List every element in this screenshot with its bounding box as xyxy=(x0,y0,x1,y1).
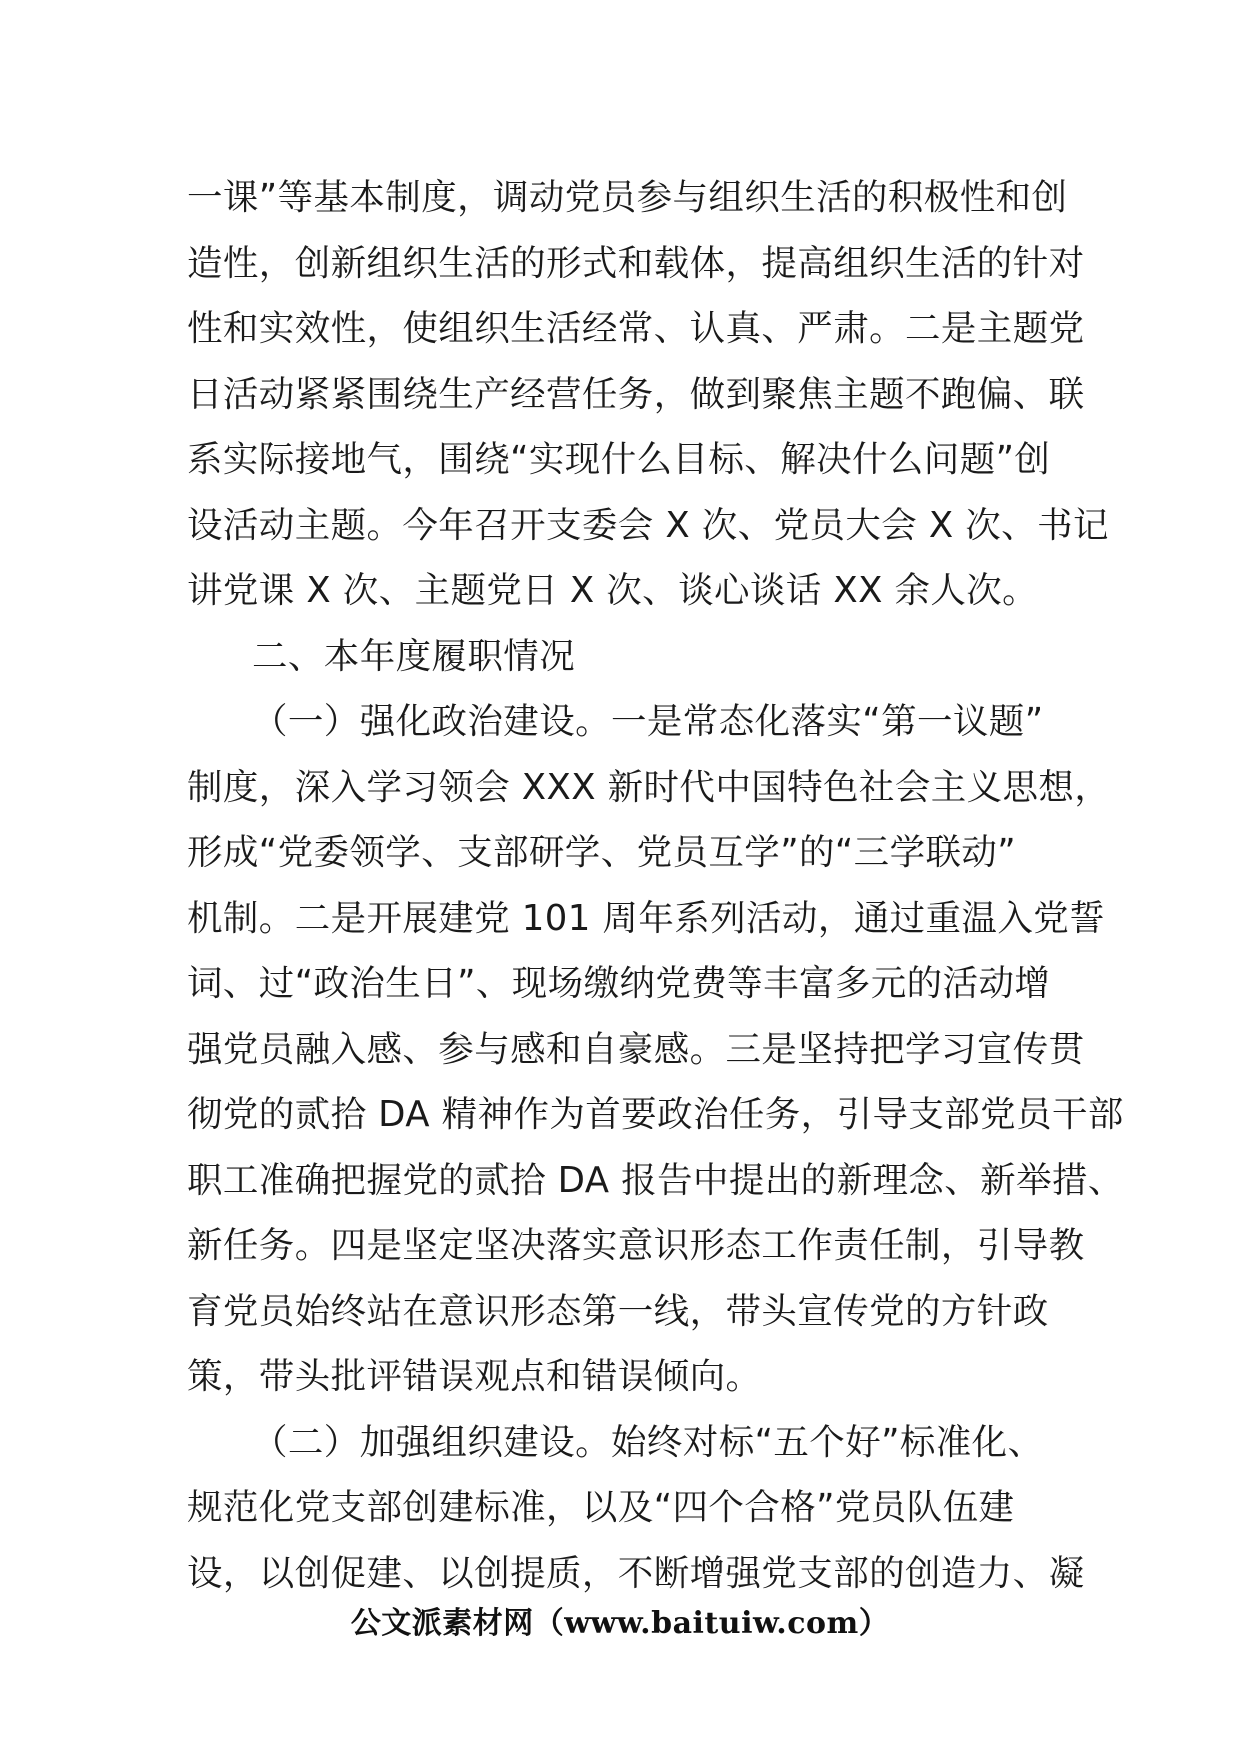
text-line: 一课”等基本制度，调动党员参与组织生活的积极性和创 xyxy=(187,177,1068,218)
text-line: 策，带头批评错误观点和错误倾向。 xyxy=(187,1356,762,1397)
text-line: 性和实效性，使组织生活经常、认真、严肃。二是主题党 xyxy=(187,308,1085,349)
text-line: 育党员始终站在意识形态第一线，带头宣传党的方针政 xyxy=(187,1290,1049,1332)
document-body xyxy=(187,165,1124,1606)
text-line: 设，以创促建、以创提质，不断增强党支部的创造力、凝 xyxy=(187,1552,1085,1594)
text-line: 形成“党委领学、支部研学、党员互学”的“三学联动” xyxy=(187,832,1017,873)
text-line: 词、过“政治生日”、现场缴纳党费等丰富多元的活动增 xyxy=(187,963,1051,1004)
text-line: 机制。二是开展建党 101 周年系列活动，通过重温入党誓 xyxy=(187,897,1106,939)
text-line: 新任务。四是坚定坚决落实意识形态工作责任制，引导教 xyxy=(187,1225,1085,1266)
text-line: 职工准确把握党的贰拾 DA 报告中提出的新理念、新举措、 xyxy=(187,1159,1124,1201)
text-line: 彻党的贰拾 DA 精神作为首要政治任务，引导支部党员干部 xyxy=(187,1094,1124,1135)
text-line: 设活动主题。今年召开支委会 X 次、党员大会 X 次、书记 xyxy=(187,504,1109,546)
text-line: 系实际接地气，围绕“实现什么目标、解决什么问题”创 xyxy=(187,439,1051,480)
text-line: 日活动紧紧围绕生产经营任务，做到聚焦主题不跑偏、联 xyxy=(187,373,1085,415)
text-line: 造性，创新组织生活的形式和载体，提高组织生活的针对 xyxy=(187,242,1085,284)
section-heading: 二、本年度履职情况 xyxy=(252,635,576,677)
text-line: 强党员融入感、参与感和自豪感。三是坚持把学习宣传贯 xyxy=(187,1028,1085,1070)
footer-watermark: 公文派素材网（www.baituiw.com） xyxy=(350,1606,890,1641)
text-line: 规范化党支部创建标准，以及“四个合格”党员队伍建 xyxy=(187,1487,1015,1528)
text-line: 讲党课 X 次、主题党日 X 次、谈心谈话 XX 余人次。 xyxy=(187,570,1039,611)
paragraph-start-line: （一）强化政治建设。一是常态化落实“第一议题” xyxy=(252,701,1044,742)
text-line: 制度，深入学习领会 XXX 新时代中国特色社会主义思想， xyxy=(187,766,1111,808)
paragraph-start-line: （二）加强组织建设。始终对标“五个好”标准化、 xyxy=(252,1421,1044,1463)
